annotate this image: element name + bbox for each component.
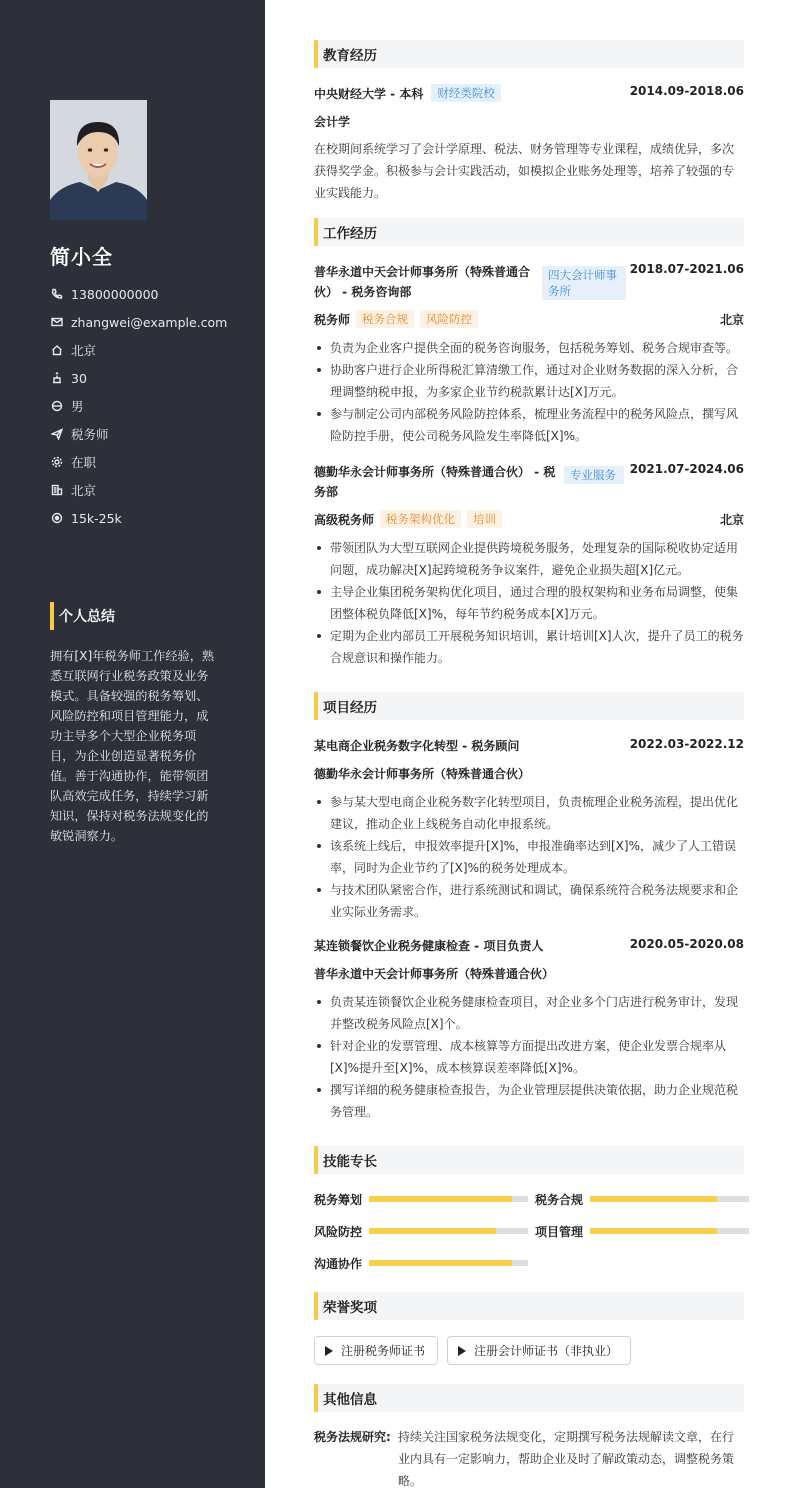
skill-name: 税务筹划 [314, 1192, 363, 1207]
section-work [314, 218, 744, 246]
education-description: 在校期间系统学习了会计学原理、税法、财务管理等专业课程，成绩优异，多次获得奖学金。积极参与会计实践活动，如模拟企业账务处理等，培养了较强的专业实践能力。 [314, 142, 735, 200]
info-phone [50, 280, 250, 308]
job-role: 高级税务师 [314, 512, 375, 527]
job-company-tag: 专业服务 [564, 466, 624, 484]
skill-item [535, 1189, 749, 1209]
skill-item [314, 1221, 528, 1241]
other-info-key: 税务法规研究: [314, 1430, 391, 1444]
section-projects [314, 692, 744, 720]
skill-name: 税务合规 [535, 1192, 584, 1207]
award-label: 注册会计师证书（非执业） [474, 1344, 619, 1358]
profile-photo [50, 100, 147, 220]
accent-bar [314, 40, 318, 68]
section-title: 项目经历 [323, 700, 377, 716]
skill-item [314, 1253, 528, 1273]
job-city: 北京 [719, 312, 744, 327]
info-age-text: 30 [71, 370, 87, 386]
job-tag: 税务架构优化 [380, 510, 461, 528]
building-icon [50, 483, 64, 497]
section-title: 其他信息 [323, 1392, 377, 1408]
bullet-item: 定期为企业内部员工开展税务知识培训，累计培训[X]人次，提升了员工的税务合规意识和操作能力。 [314, 625, 744, 669]
info-status-text: 在职 [71, 455, 97, 470]
job-header [314, 462, 744, 502]
bullet-item: 撰写详细的税务健康检查报告，为企业管理层提供决策依据，助力企业规范税务管理。 [314, 1079, 744, 1123]
bullet-item: 参与某大型电商企业税务数字化转型项目，负责梳理企业税务流程，提出优化建议，推动企业上线税务自动化申报系统。 [314, 791, 744, 835]
summary-heading [50, 602, 215, 630]
education-header [314, 84, 744, 102]
gender-icon [50, 399, 64, 413]
section-title: 技能专长 [323, 1154, 377, 1170]
sidebar [0, 0, 265, 1488]
avatar-illustration [50, 100, 147, 220]
project-bullets [314, 791, 744, 923]
award-chip[interactable] [314, 1336, 438, 1365]
skill-name: 沟通协作 [314, 1256, 363, 1271]
info-city-text: 北京 [71, 483, 97, 498]
job-bullets [314, 337, 744, 447]
bullet-item: 该系统上线后，申报效率提升[X]%，申报准确率达到[X]%，减少了人工错误率，同时为企业节约了[X]%的税务处理成本。 [314, 835, 744, 879]
accent-bar [314, 218, 318, 246]
project-org-row [314, 965, 744, 982]
bullet-item: 与技术团队紧密合作，进行系统测试和调试，确保系统符合税务法规要求和企业实际业务需求。 [314, 879, 744, 923]
job-tag: 培训 [467, 510, 502, 528]
job-header [314, 262, 744, 302]
job-tag: 税务合规 [356, 310, 414, 328]
info-email-text: zhangwei@example.com [71, 314, 228, 330]
project-bullets [314, 991, 744, 1123]
skill-bar-fill [369, 1260, 512, 1266]
section-title: 荣誉奖项 [323, 1300, 377, 1316]
project-header [314, 937, 744, 954]
accent-bar [314, 1146, 318, 1174]
school-tag: 财经类院校 [431, 84, 501, 102]
education-major: 会计学 [314, 115, 351, 129]
info-salary-text: 15k-25k [71, 510, 122, 526]
summary-title: 个人总结 [59, 609, 115, 625]
project-name: 某连锁餐饮企业税务健康检查 - 项目负责人 [314, 939, 544, 953]
info-status [50, 448, 250, 476]
bullet-item: 带领团队为大型互联网企业提供跨境税务服务，处理复杂的国际税收协定适用问题，成功解决[X]起跨境税务争议案件，避免企业损失超[X]亿元。 [314, 537, 744, 581]
skill-name: 风险防控 [314, 1224, 363, 1239]
info-gender-text: 男 [71, 399, 84, 414]
skill-bar-fill [590, 1196, 717, 1202]
project-date: 2020.05-2020.08 [629, 937, 744, 951]
contact-info-list [50, 280, 250, 532]
accent-bar [314, 1292, 318, 1320]
job-bullets [314, 537, 744, 669]
section-awards [314, 1292, 744, 1320]
bullet-item: 协助客户进行企业所得税汇算清缴工作，通过对企业财务数据的深入分析，合理调整纳税申报，为多家企业节约税款累计达[X]万元。 [314, 359, 744, 403]
project-header [314, 737, 744, 754]
bullet-item: 负责某连锁餐饮企业税务健康检查项目，对企业多个门店进行税务审计，发现并整改税务风险点[X]个。 [314, 991, 744, 1035]
info-email [50, 308, 250, 336]
skill-bar-fill [590, 1228, 717, 1234]
skill-bar-fill [369, 1228, 496, 1234]
project-name: 某电商企业税务数字化转型 - 税务顾问 [314, 739, 520, 753]
other-info-row [314, 1426, 744, 1488]
education-date: 2014.09-2018.06 [629, 84, 744, 98]
status-icon [50, 455, 64, 469]
summary-text: 拥有[X]年税务师工作经验，熟悉互联网行业税务政策及业务模式。具备较强的税务筹划、风险防控和项目管理能力，成功主导多个大型企业税务项目，为企业创造显著税务价值。善于沟通协作，能带领团队高效完成任务，持续学习新知识，保持对税务法规变化的敏锐洞察力。 [50, 649, 215, 843]
job-icon [50, 427, 64, 441]
education-major-row [314, 113, 744, 130]
project-org: 德勤华永会计师事务所（特殊普通合伙） [314, 767, 531, 781]
skill-bar-fill [369, 1196, 512, 1202]
skill-bar-track [590, 1228, 749, 1234]
bullet-item: 参与制定公司内部税务风险防控体系，梳理业务流程中的税务风险点，撰写风险防控手册，使公司税务风险发生率降低[X]%。 [314, 403, 744, 447]
job-date: 2018.07-2021.06 [629, 262, 744, 276]
other-info-value: 持续关注国家税务法规变化，定期撰写税务法规解读文章，在行业内具有一定影响力，帮助企业及时了解政策动态，调整税务策略。 [398, 1430, 735, 1488]
section-title: 教育经历 [323, 48, 377, 64]
project-org-row [314, 765, 744, 782]
section-title: 工作经历 [323, 226, 377, 242]
section-skills [314, 1146, 744, 1174]
job-role-row [314, 510, 744, 528]
info-job [50, 420, 250, 448]
job-company-tag: 四大会计师事务所 [542, 266, 626, 300]
info-location-text: 北京 [71, 343, 97, 358]
skill-bar-track [369, 1260, 528, 1266]
bullet-item: 针对企业的发票管理、成本核算等方面提出改进方案，使企业发票合规率从[X]%提升至[X]%，成本核算误差率降低[X]%。 [314, 1035, 744, 1079]
job-role-row [314, 310, 744, 328]
info-salary [50, 504, 250, 532]
award-chip[interactable] [447, 1336, 631, 1365]
skill-bar-track [369, 1196, 528, 1202]
job-company: 普华永道中天会计师事务所（特殊普通合伙） - 税务咨询部 [314, 265, 531, 299]
skill-name: 项目管理 [535, 1224, 584, 1239]
project-date: 2022.03-2022.12 [629, 737, 744, 751]
job-date: 2021.07-2024.06 [629, 462, 744, 476]
info-city [50, 476, 250, 504]
section-education [314, 40, 744, 68]
accent-bar [314, 1384, 318, 1412]
phone-icon [50, 287, 64, 301]
accent-bar [50, 602, 54, 630]
project-org: 普华永道中天会计师事务所（特殊普通合伙） [314, 967, 555, 981]
school-name: 中央财经大学 - 本科 [314, 86, 424, 101]
bullet-item: 负责为企业客户提供全面的税务咨询服务，包括税务筹划、税务合规审查等。 [314, 337, 744, 359]
age-icon [50, 371, 64, 385]
salary-icon [50, 511, 64, 525]
mail-icon [50, 315, 64, 329]
job-role: 税务师 [314, 312, 351, 327]
home-icon [50, 343, 64, 357]
play-triangle-icon [325, 1346, 333, 1356]
info-phone-text: 13800000000 [71, 286, 159, 302]
bullet-item: 主导企业集团税务架构优化项目，通过合理的股权架构和业务布局调整，使集团整体税负降低[X]%，每年节约税务成本[X]万元。 [314, 581, 744, 625]
job-company: 德勤华永会计师事务所（特殊普通合伙） - 税务部 [314, 465, 556, 499]
skill-bar-track [369, 1228, 528, 1234]
job-tag: 风险防控 [420, 310, 478, 328]
skill-item [314, 1189, 528, 1209]
play-triangle-icon [458, 1346, 466, 1356]
info-job-text: 税务师 [71, 427, 109, 442]
accent-bar [314, 692, 318, 720]
info-age [50, 364, 250, 392]
info-gender [50, 392, 250, 420]
skill-item [535, 1221, 749, 1241]
section-other [314, 1384, 744, 1412]
job-city: 北京 [719, 512, 744, 527]
skill-bar-track [590, 1196, 749, 1202]
candidate-name: 简小全 [50, 245, 113, 269]
award-label: 注册税务师证书 [341, 1344, 426, 1358]
info-location [50, 336, 250, 364]
